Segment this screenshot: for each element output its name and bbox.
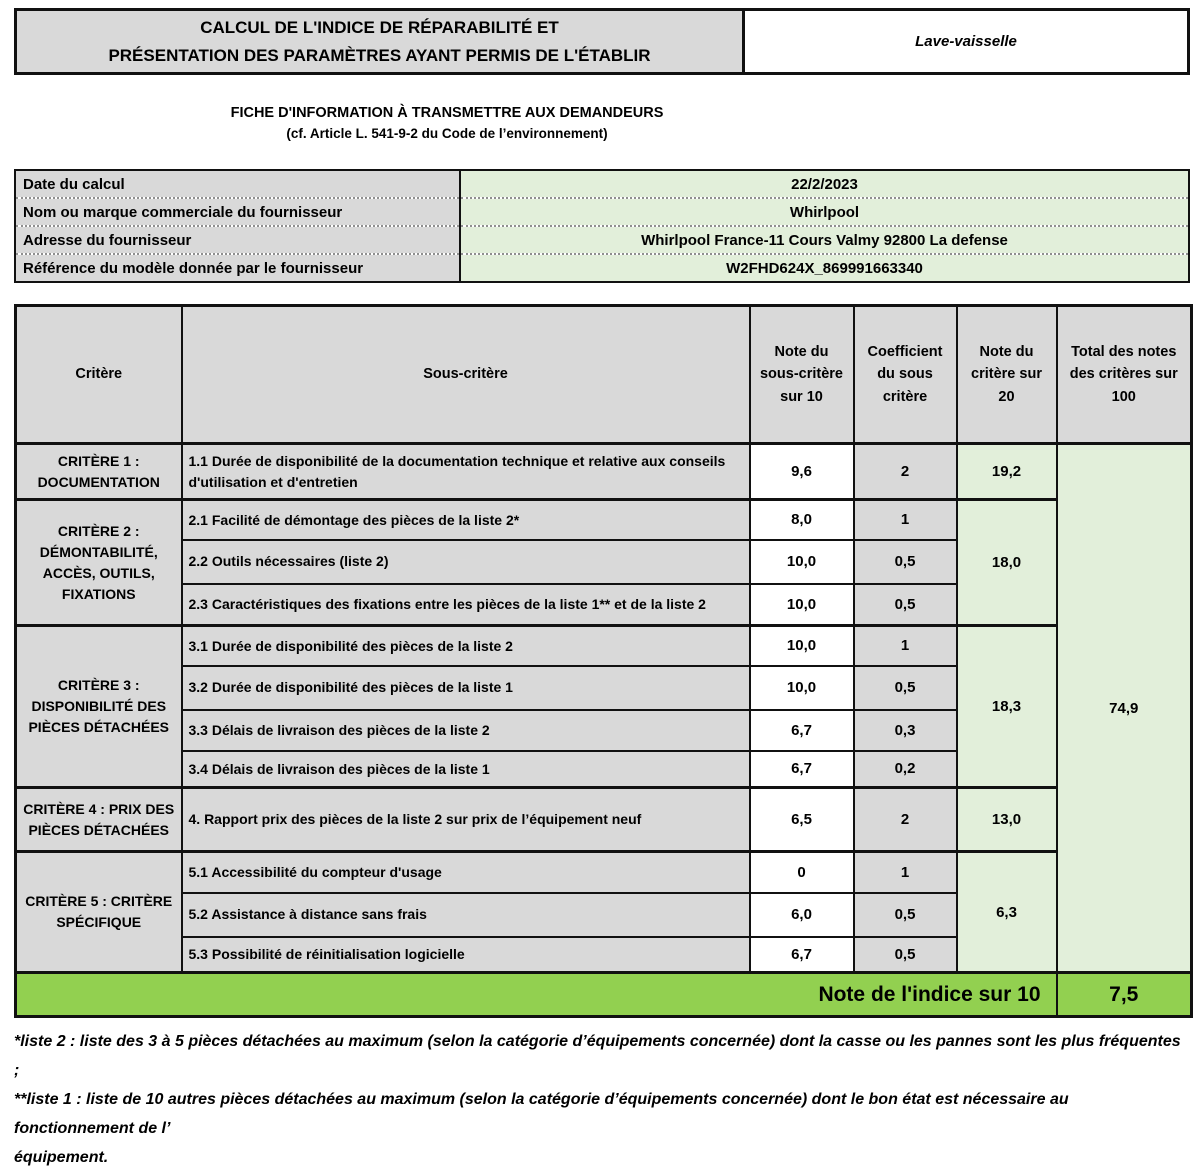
- info-label: Nom ou marque commerciale du fournisseur: [15, 198, 460, 226]
- subcriterion-note: 6,0: [750, 893, 854, 937]
- criterion-2-name: CRITÈRE 2 : DÉMONTABILITÉ, ACCÈS, OUTILS, FIXATIONS: [16, 500, 182, 626]
- subcriterion-coeff: 0,2: [854, 751, 957, 788]
- info-value: 22/2/2023: [460, 170, 1189, 198]
- subcriterion-note: 6,7: [750, 937, 854, 973]
- subcriterion-coeff: 0,5: [854, 893, 957, 937]
- info-row-address: [15, 226, 1189, 254]
- total-score100: 74,9: [1057, 444, 1192, 973]
- subcriterion-coeff: 0,5: [854, 937, 957, 973]
- subheader-line-1: FICHE D'INFORMATION À TRANSMETTRE AUX DEMANDEURS: [230, 105, 664, 121]
- col-header-note20: Note du critère sur 20: [957, 306, 1057, 444]
- subcriterion-label: 3.1 Durée de disponibilité des pièces de la liste 2: [182, 626, 750, 666]
- index-label: Note de l'indice sur 10: [16, 973, 1057, 1017]
- info-value: Whirlpool: [460, 198, 1189, 226]
- subcriterion-note: 10,0: [750, 626, 854, 666]
- subcriterion-coeff: 2: [854, 788, 957, 852]
- subcriterion-note: 10,0: [750, 584, 854, 626]
- subcriterion-coeff: 1: [854, 626, 957, 666]
- table-row: [16, 500, 1192, 540]
- footnotes: [14, 1027, 1190, 1172]
- table-row: [16, 626, 1192, 666]
- criterion-4-name: CRITÈRE 4 : PRIX DES PIÈCES DÉTACHÉES: [16, 788, 182, 852]
- col-header-sous-critere: Sous-critère: [182, 306, 750, 444]
- subcriterion-label: 5.2 Assistance à distance sans frais: [182, 893, 750, 937]
- col-header-note10: Note du sous-critère sur 10: [750, 306, 854, 444]
- subcriterion-label: 4. Rapport prix des pièces de la liste 2 sur prix de l’équipement neuf: [182, 788, 750, 852]
- subcriterion-label: 2.3 Caractéristiques des fixations entre les pièces de la liste 1** et de la liste 2: [182, 584, 750, 626]
- criterion-3-name: CRITÈRE 3 : DISPONIBILITÉ DES PIÈCES DÉTACHÉES: [16, 626, 182, 788]
- subcriterion-label: 2.1 Facilité de démontage des pièces de la liste 2*: [182, 500, 750, 540]
- subcriterion-note: 10,0: [750, 540, 854, 584]
- criteria-table: [14, 304, 1193, 1018]
- info-label: Date du calcul: [15, 170, 460, 198]
- subcriterion-label: 3.4 Délais de livraison des pièces de la liste 1: [182, 751, 750, 788]
- col-header-total100: Total des notes des critères sur 100: [1057, 306, 1192, 444]
- title-line-1: CALCUL DE L'INDICE DE RÉPARABILITÉ ET: [200, 18, 559, 38]
- info-row-reference: [15, 254, 1189, 282]
- table-row: [16, 852, 1192, 893]
- title-block: [14, 8, 1190, 75]
- subheader: [14, 105, 880, 141]
- subcriterion-coeff: 2: [854, 444, 957, 500]
- subcriterion-note: 9,6: [750, 444, 854, 500]
- table-row: [16, 444, 1192, 500]
- criterion-2-score20: 18,0: [957, 500, 1057, 626]
- subcriterion-label: 1.1 Durée de disponibilité de la documentation technique et relative aux conseils d'utilisation et d'entretien: [182, 444, 750, 500]
- subcriterion-note: 8,0: [750, 500, 854, 540]
- info-value: W2FHD624X_869991663340: [460, 254, 1189, 282]
- subcriterion-note: 6,7: [750, 710, 854, 751]
- subcriterion-coeff: 0,5: [854, 666, 957, 710]
- criterion-1-score20: 19,2: [957, 444, 1057, 500]
- product-category: Lave-vaisselle: [915, 33, 1017, 50]
- info-value: Whirlpool France-11 Cours Valmy 92800 La defense: [460, 226, 1189, 254]
- footnote-liste2: *liste 2 : liste des 3 à 5 pièces détachées au maximum (selon la catégorie d’équipements concernée) dont la casse ou les pannes sont les plus fréquentes ;: [14, 1033, 1181, 1079]
- index-value: 7,5: [1057, 973, 1192, 1017]
- col-header-coefficient: Coefficient du sous critère: [854, 306, 957, 444]
- criterion-3-score20: 18,3: [957, 626, 1057, 788]
- criterion-5-score20: 6,3: [957, 852, 1057, 973]
- document-title: [17, 11, 745, 72]
- col-header-critere: Critère: [16, 306, 182, 444]
- info-label: Référence du modèle donnée par le fournisseur: [15, 254, 460, 282]
- footnote-liste1-continued: équipement.: [14, 1149, 109, 1166]
- criteria-table-header: [16, 306, 1192, 444]
- subcriterion-coeff: 0,5: [854, 584, 957, 626]
- product-category-box: [745, 11, 1187, 72]
- subcriterion-coeff: 0,3: [854, 710, 957, 751]
- info-row-date: [15, 170, 1189, 198]
- subcriterion-label: 5.1 Accessibilité du compteur d'usage: [182, 852, 750, 893]
- criterion-5-name: CRITÈRE 5 : CRITÈRE SPÉCIFIQUE: [16, 852, 182, 973]
- title-line-2: PRÉSENTATION DES PARAMÈTRES AYANT PERMIS DE L'ÉTABLIR: [108, 45, 651, 65]
- info-label: Adresse du fournisseur: [15, 226, 460, 254]
- criterion-1-name: CRITÈRE 1 : DOCUMENTATION: [16, 444, 182, 500]
- subcriterion-label: 5.3 Possibilité de réinitialisation logicielle: [182, 937, 750, 973]
- info-row-brand: [15, 198, 1189, 226]
- subcriterion-label: 3.2 Durée de disponibilité des pièces de la liste 1: [182, 666, 750, 710]
- criterion-4-score20: 13,0: [957, 788, 1057, 852]
- footnote-liste1: **liste 1 : liste de 10 autres pièces détachées au maximum (selon la catégorie d’équipements concernée) dont le bon état est nécessaire au fonctionnement de l’: [14, 1091, 1069, 1137]
- subcriterion-coeff: 1: [854, 500, 957, 540]
- subcriterion-note: 0: [750, 852, 854, 893]
- index-summary-row: [16, 973, 1192, 1017]
- subcriterion-label: 3.3 Délais de livraison des pièces de la liste 2: [182, 710, 750, 751]
- subcriterion-note: 6,7: [750, 751, 854, 788]
- subcriterion-note: 6,5: [750, 788, 854, 852]
- subcriterion-coeff: 0,5: [854, 540, 957, 584]
- subcriterion-label: 2.2 Outils nécessaires (liste 2): [182, 540, 750, 584]
- supplier-info-table: [14, 169, 1190, 283]
- subcriterion-note: 10,0: [750, 666, 854, 710]
- subcriterion-coeff: 1: [854, 852, 957, 893]
- subheader-line-2: (cf. Article L. 541-9-2 du Code de l’environnement): [286, 126, 608, 141]
- table-row: [16, 788, 1192, 852]
